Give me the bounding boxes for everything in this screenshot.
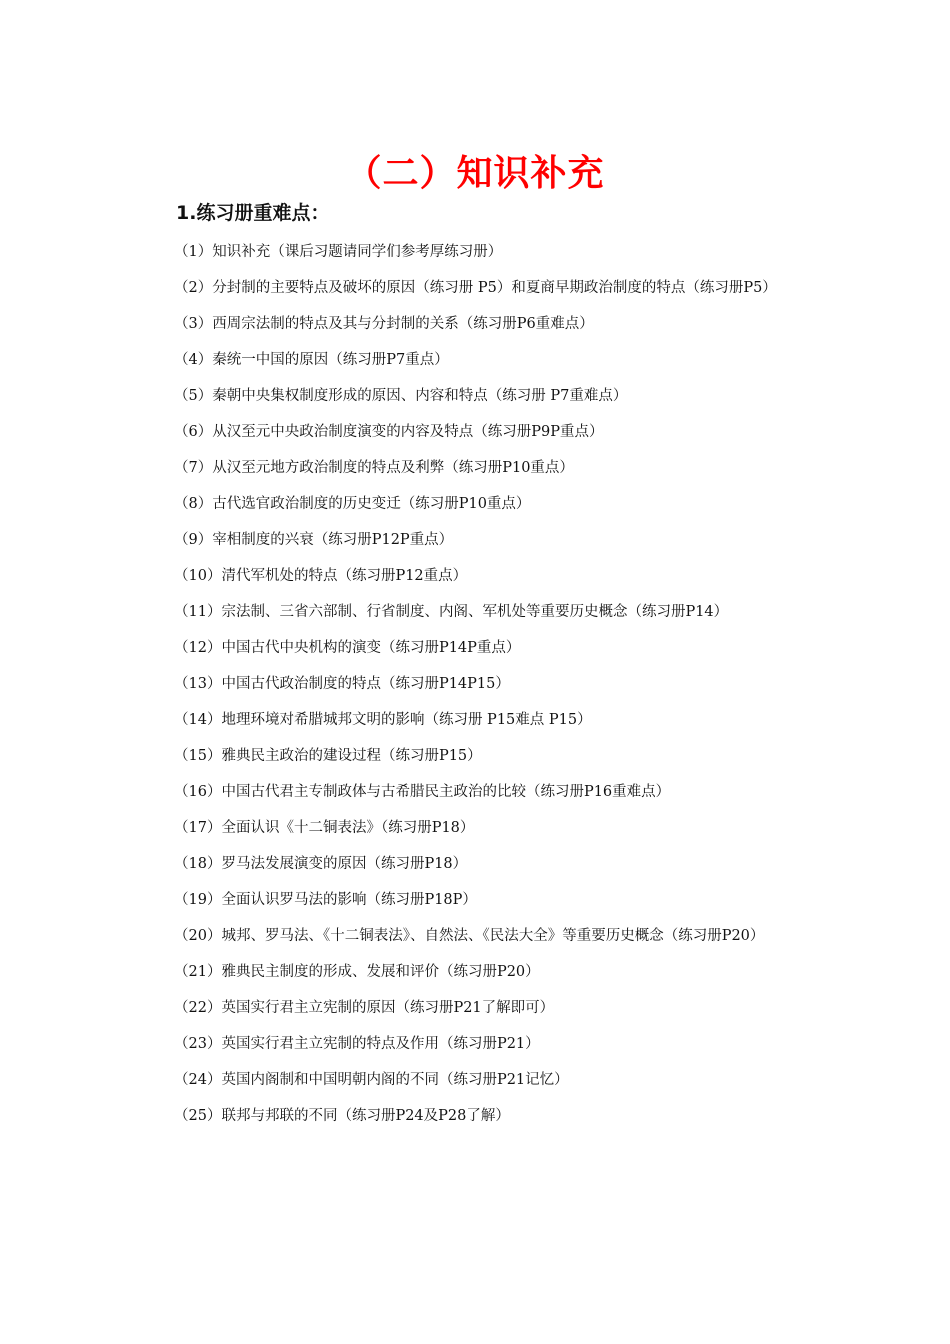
- list-item: （5）秦朝中央集权制度形成的原因、内容和特点（练习册 P7重难点）: [174, 388, 628, 404]
- list-item: （9）宰相制度的兴衰（练习册P12P重点）: [174, 532, 454, 548]
- list-item: （23）英国实行君主立宪制的特点及作用（练习册P21）: [174, 1036, 540, 1052]
- list-item: （4）秦统一中国的原因（练习册P7重点）: [174, 352, 449, 368]
- list-item: （7）从汉至元地方政治制度的特点及利弊（练习册P10重点）: [174, 460, 574, 476]
- list-item: （8）古代选官政治制度的历史变迁（练习册P10重点）: [174, 496, 531, 512]
- section-heading: 1.练习册重难点：: [176, 202, 330, 224]
- list-item: （2）分封制的主要特点及破坏的原因（练习册 P5）和夏商早期政治制度的特点（练习册P5）: [174, 280, 777, 296]
- item-list: [138, 234, 818, 1134]
- list-item: （24）英国内阁制和中国明朝内阁的不同（练习册P21记忆）: [174, 1072, 569, 1088]
- list-item: （11）宗法制、三省六部制、行省制度、内阁、军机处等重要历史概念（练习册P14）: [174, 604, 729, 620]
- list-item: （6）从汉至元中央政治制度演变的内容及特点（练习册P9P重点）: [174, 424, 604, 440]
- list-item: （21）雅典民主制度的形成、发展和评价（练习册P20）: [174, 964, 540, 980]
- list-item: （18）罗马法发展演变的原因（练习册P18）: [174, 856, 468, 872]
- list-item: （13）中国古代政治制度的特点（练习册P14P15）: [174, 676, 510, 692]
- list-item: （12）中国古代中央机构的演变（练习册P14P重点）: [174, 640, 521, 656]
- list-item: （15）雅典民主政治的建设过程（练习册P15）: [174, 748, 482, 764]
- list-item: （22）英国实行君主立宪制的原因（练习册P21了解即可）: [174, 1000, 555, 1016]
- list-item: （20）城邦、罗马法、《十二铜表法》、自然法、《民法大全》等重要历史概念（练习册P20）: [174, 928, 765, 944]
- page-title: （二）知识补充: [345, 153, 605, 194]
- list-item: （17）全面认识《十二铜表法》（练习册P18）: [174, 820, 475, 836]
- list-item: （14）地理环境对希腊城邦文明的影响（练习册 P15难点 P15）: [174, 712, 592, 728]
- list-item: （16）中国古代君主专制政体与古希腊民主政治的比较（练习册P16重难点）: [174, 784, 671, 800]
- list-item: （1）知识补充（课后习题请同学们参考厚练习册）: [174, 244, 503, 260]
- list-item: （3）西周宗法制的特点及其与分封制的关系（练习册P6重难点）: [174, 316, 594, 332]
- list-item: （10）清代军机处的特点（练习册P12重点）: [174, 568, 468, 584]
- list-item: （25）联邦与邦联的不同（练习册P24及P28了解）: [174, 1108, 510, 1124]
- list-item: （19）全面认识罗马法的影响（练习册P18P）: [174, 892, 477, 908]
